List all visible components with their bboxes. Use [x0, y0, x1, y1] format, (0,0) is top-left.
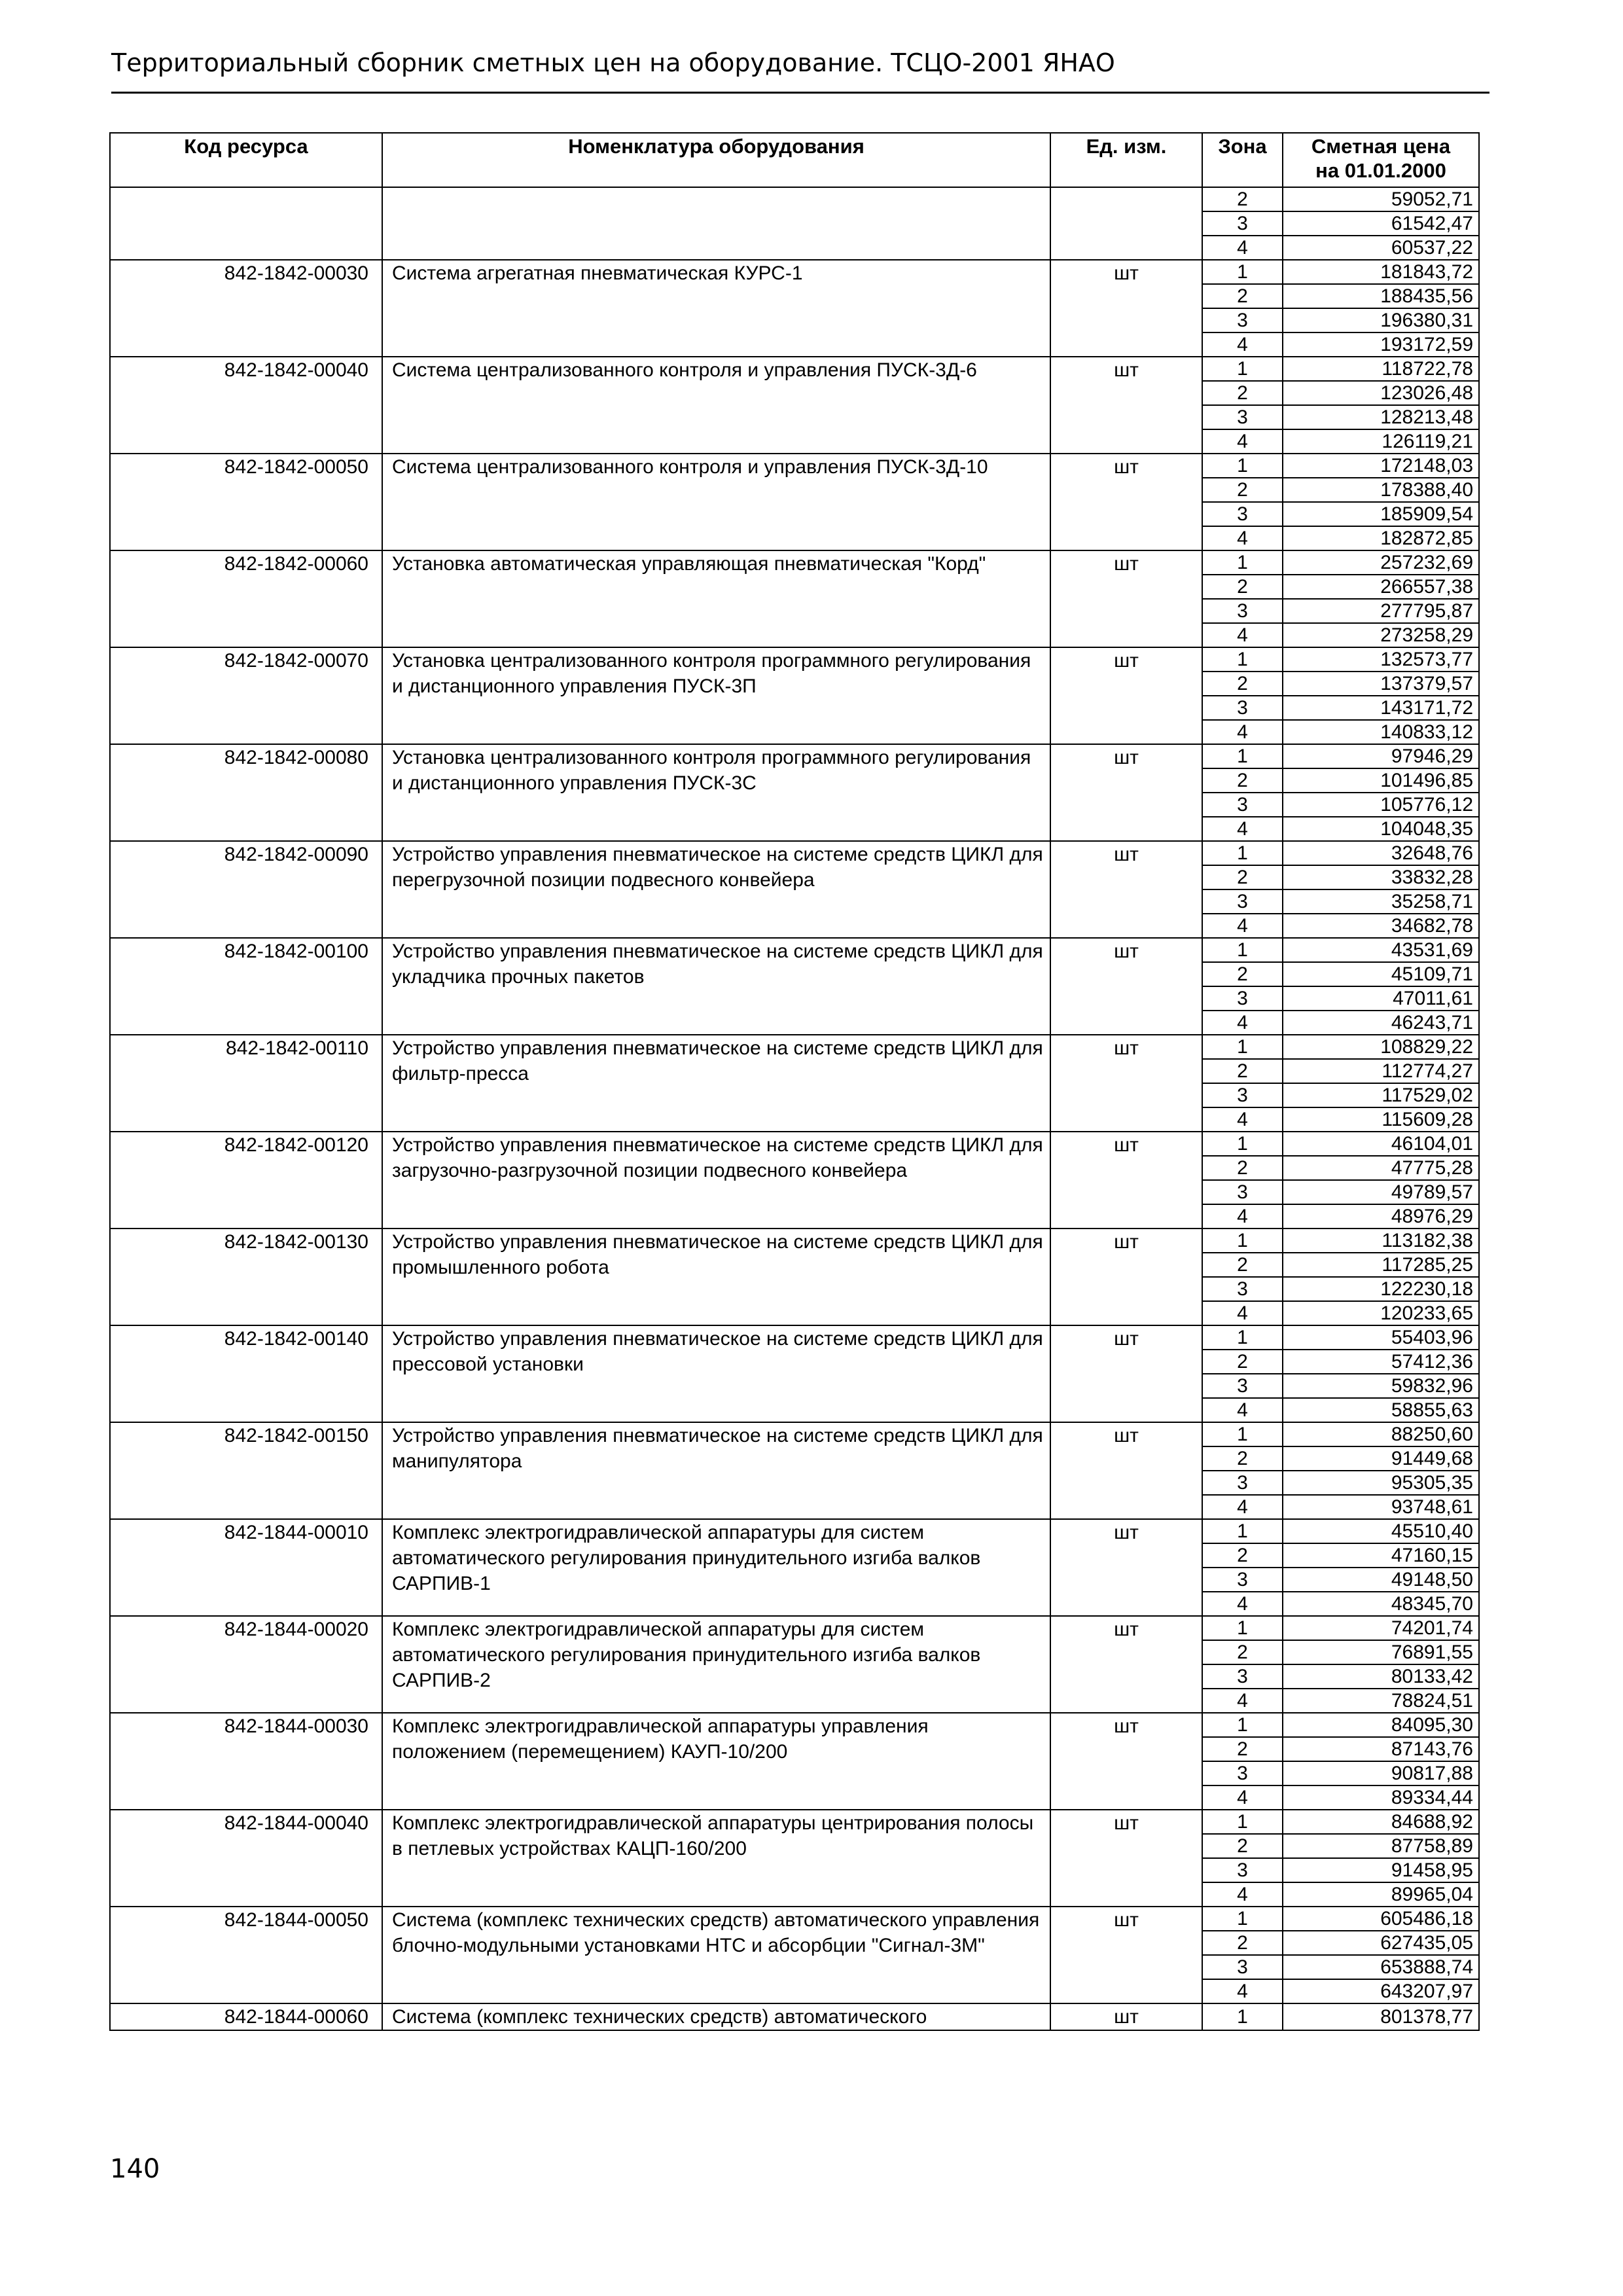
price-cell: 45109,71: [1283, 962, 1479, 986]
price-cell: 196380,31: [1283, 308, 1479, 332]
zone-cell: 2: [1202, 1834, 1283, 1858]
zone-cell: 2: [1202, 1156, 1283, 1180]
price-cell: 33832,28: [1283, 865, 1479, 889]
zone-cell: 4: [1202, 236, 1283, 260]
zone-cell: 4: [1202, 1592, 1283, 1616]
zone-cell: 3: [1202, 1664, 1283, 1689]
zone-cell: 1: [1202, 1713, 1283, 1737]
zone-cell: 2: [1202, 1059, 1283, 1083]
page-header-title: Территориальный сборник сметных цен на оборудование. ТСЦО-2001 ЯНАО: [111, 48, 1115, 77]
table-row: [110, 1713, 1479, 1737]
equipment-name-cell: Устройство управления пневматическое на системе средств ЦИКЛ для укладчика прочных пакетов: [382, 938, 1050, 1035]
price-cell: 132573,77: [1283, 647, 1479, 672]
table-row: [110, 260, 1479, 284]
price-cell: 47775,28: [1283, 1156, 1479, 1180]
table-row: [110, 2003, 1479, 2030]
price-cell: 84095,30: [1283, 1713, 1479, 1737]
unit-cell: шт: [1050, 1713, 1202, 1810]
equipment-name-cell: Устройство управления пневматическое на системе средств ЦИКЛ для фильтр-пресса: [382, 1035, 1050, 1132]
zone-cell: 1: [1202, 1907, 1283, 1931]
resource-code-cell: 842-1842-00090: [110, 841, 382, 938]
unit-cell: шт: [1050, 1132, 1202, 1229]
unit-cell: шт: [1050, 744, 1202, 841]
zone-cell: 1: [1202, 1810, 1283, 1834]
price-cell: 59832,96: [1283, 1374, 1479, 1398]
zone-cell: 2: [1202, 1931, 1283, 1955]
zone-cell: 2: [1202, 381, 1283, 405]
table-row: [110, 1907, 1479, 1931]
price-cell: 58855,63: [1283, 1398, 1479, 1422]
zone-cell: 1: [1202, 1229, 1283, 1253]
price-cell: 88250,60: [1283, 1422, 1479, 1446]
page-number: 140: [110, 2154, 160, 2184]
equipment-name-cell: Система (комплекс технических средств) автоматического: [382, 2003, 1050, 2030]
price-cell: 113182,38: [1283, 1229, 1479, 1253]
price-cell: 74201,74: [1283, 1616, 1479, 1640]
price-cell: 80133,42: [1283, 1664, 1479, 1689]
column-header-price-line2: на 01.01.2000: [1315, 159, 1446, 182]
price-cell: 47160,15: [1283, 1543, 1479, 1568]
zone-cell: 4: [1202, 1107, 1283, 1132]
table-row: [110, 1229, 1479, 1253]
table-row: [110, 550, 1479, 575]
price-cell: 117529,02: [1283, 1083, 1479, 1107]
zone-cell: 1: [1202, 357, 1283, 381]
price-cell: 84688,92: [1283, 1810, 1479, 1834]
zone-cell: 4: [1202, 817, 1283, 841]
price-cell: 117285,25: [1283, 1253, 1479, 1277]
zone-cell: 4: [1202, 1979, 1283, 2003]
unit-cell: шт: [1050, 841, 1202, 938]
price-cell: 143171,72: [1283, 696, 1479, 720]
price-cell: 32648,76: [1283, 841, 1479, 865]
zone-cell: 2: [1202, 1253, 1283, 1277]
zone-cell: 1: [1202, 1519, 1283, 1543]
equipment-name-cell: Устройство управления пневматическое на системе средств ЦИКЛ для прессовой установки: [382, 1325, 1050, 1422]
unit-cell: шт: [1050, 550, 1202, 647]
price-cell: 266557,38: [1283, 575, 1479, 599]
zone-cell: 3: [1202, 986, 1283, 1011]
resource-code-cell: [110, 187, 382, 260]
equipment-name-cell: Устройство управления пневматическое на системе средств ЦИКЛ для перегрузочной позиции подвесного конвейера: [382, 841, 1050, 938]
price-cell: 45510,40: [1283, 1519, 1479, 1543]
table-body: [110, 187, 1479, 2030]
table-header-row: [110, 133, 1479, 187]
zone-cell: 4: [1202, 332, 1283, 357]
unit-cell: шт: [1050, 647, 1202, 744]
column-header-unit: Ед. изм.: [1050, 133, 1202, 187]
zone-cell: 4: [1202, 914, 1283, 938]
price-cell: 126119,21: [1283, 429, 1479, 454]
price-cell: 76891,55: [1283, 1640, 1479, 1664]
zone-cell: 1: [1202, 550, 1283, 575]
price-cell: 55403,96: [1283, 1325, 1479, 1350]
price-cell: 61542,47: [1283, 211, 1479, 236]
price-cell: 89965,04: [1283, 1882, 1479, 1907]
zone-cell: 2: [1202, 1737, 1283, 1761]
zone-cell: 2: [1202, 768, 1283, 793]
price-cell: 653888,74: [1283, 1955, 1479, 1979]
zone-cell: 4: [1202, 1301, 1283, 1325]
resource-code-cell: 842-1842-00060: [110, 550, 382, 647]
resource-code-cell: 842-1842-00150: [110, 1422, 382, 1519]
price-cell: 277795,87: [1283, 599, 1479, 623]
equipment-name-cell: Установка централизованного контроля программного регулирования и дистанционного управления ПУСК-3С: [382, 744, 1050, 841]
zone-cell: 2: [1202, 478, 1283, 502]
zone-cell: 4: [1202, 1689, 1283, 1713]
price-cell: 605486,18: [1283, 1907, 1479, 1931]
zone-cell: 4: [1202, 526, 1283, 550]
zone-cell: 2: [1202, 672, 1283, 696]
zone-cell: 3: [1202, 1568, 1283, 1592]
zone-cell: 3: [1202, 1180, 1283, 1204]
column-header-price: [1283, 133, 1479, 187]
price-cell: 643207,97: [1283, 1979, 1479, 2003]
price-cell: 91458,95: [1283, 1858, 1479, 1882]
resource-code-cell: 842-1842-00050: [110, 454, 382, 550]
price-cell: 188435,56: [1283, 284, 1479, 308]
table-row: [110, 1616, 1479, 1640]
table-row: [110, 1810, 1479, 1834]
price-cell: 47011,61: [1283, 986, 1479, 1011]
resource-code-cell: 842-1842-00080: [110, 744, 382, 841]
zone-cell: 3: [1202, 599, 1283, 623]
resource-code-cell: 842-1842-00100: [110, 938, 382, 1035]
column-header-zone: Зона: [1202, 133, 1283, 187]
resource-code-cell: 842-1844-00050: [110, 1907, 382, 2003]
zone-cell: 1: [1202, 260, 1283, 284]
unit-cell: шт: [1050, 357, 1202, 454]
price-cell: 60537,22: [1283, 236, 1479, 260]
zone-cell: 3: [1202, 696, 1283, 720]
price-cell: 101496,85: [1283, 768, 1479, 793]
price-cell: 181843,72: [1283, 260, 1479, 284]
resource-code-cell: 842-1842-00110: [110, 1035, 382, 1132]
equipment-name-cell: Система централизованного контроля и управления ПУСК-3Д-10: [382, 454, 1050, 550]
unit-cell: шт: [1050, 260, 1202, 357]
zone-cell: 4: [1202, 1011, 1283, 1035]
price-cell: 108829,22: [1283, 1035, 1479, 1059]
price-cell: 34682,78: [1283, 914, 1479, 938]
equipment-name-cell: Установка автоматическая управляющая пневматическая "Корд": [382, 550, 1050, 647]
equipment-name-cell: Комплекс электрогидравлической аппаратуры для систем автоматического регулирования принудительного изгиба валков САРПИВ-2: [382, 1616, 1050, 1713]
price-cell: 49789,57: [1283, 1180, 1479, 1204]
resource-code-cell: 842-1844-00060: [110, 2003, 382, 2030]
unit-cell: шт: [1050, 1519, 1202, 1616]
zone-cell: 1: [1202, 1325, 1283, 1350]
zone-cell: 3: [1202, 793, 1283, 817]
equipment-name-cell: Установка централизованного контроля программного регулирования и дистанционного управления ПУСК-3П: [382, 647, 1050, 744]
price-cell: 90817,88: [1283, 1761, 1479, 1785]
zone-cell: 3: [1202, 1374, 1283, 1398]
table-row: [110, 1422, 1479, 1446]
resource-code-cell: 842-1842-00030: [110, 260, 382, 357]
equipment-name-cell: Система (комплекс технических средств) автоматического управления блочно-модульными установками НТС и абсорбции "Сигнал-3М": [382, 1907, 1050, 2003]
table-row: [110, 1132, 1479, 1156]
resource-code-cell: 842-1844-00030: [110, 1713, 382, 1810]
equipment-name-cell: Система агрегатная пневматическая КУРС-1: [382, 260, 1050, 357]
zone-cell: 2: [1202, 284, 1283, 308]
zone-cell: 2: [1202, 1640, 1283, 1664]
unit-cell: [1050, 187, 1202, 260]
table-row: [110, 1035, 1479, 1059]
header-divider: [111, 92, 1489, 94]
table-row: [110, 1325, 1479, 1350]
price-cell: 185909,54: [1283, 502, 1479, 526]
unit-cell: шт: [1050, 1422, 1202, 1519]
equipment-name-cell: Устройство управления пневматическое на системе средств ЦИКЛ для промышленного робота: [382, 1229, 1050, 1325]
zone-cell: 1: [1202, 1422, 1283, 1446]
table-row: [110, 454, 1479, 478]
unit-cell: шт: [1050, 1810, 1202, 1907]
price-cell: 120233,65: [1283, 1301, 1479, 1325]
unit-cell: шт: [1050, 1616, 1202, 1713]
equipment-name-cell: Комплекс электрогидравлической аппаратуры для систем автоматического регулирования принудительного изгиба валков САРПИВ-1: [382, 1519, 1050, 1616]
price-cell: 46104,01: [1283, 1132, 1479, 1156]
price-cell: 273258,29: [1283, 623, 1479, 647]
unit-cell: шт: [1050, 454, 1202, 550]
unit-cell: шт: [1050, 1325, 1202, 1422]
resource-code-cell: 842-1844-00040: [110, 1810, 382, 1907]
zone-cell: 3: [1202, 1761, 1283, 1785]
price-cell: 104048,35: [1283, 817, 1479, 841]
price-cell: 97946,29: [1283, 744, 1479, 768]
unit-cell: шт: [1050, 1907, 1202, 2003]
zone-cell: 2: [1202, 1446, 1283, 1471]
zone-cell: 2: [1202, 1543, 1283, 1568]
price-cell: 95305,35: [1283, 1471, 1479, 1495]
price-cell: 43531,69: [1283, 938, 1479, 962]
zone-cell: 4: [1202, 623, 1283, 647]
unit-cell: шт: [1050, 2003, 1202, 2030]
price-cell: 257232,69: [1283, 550, 1479, 575]
price-cell: 87758,89: [1283, 1834, 1479, 1858]
price-cell: 89334,44: [1283, 1785, 1479, 1810]
price-cell: 118722,78: [1283, 357, 1479, 381]
zone-cell: 3: [1202, 1083, 1283, 1107]
resource-code-cell: 842-1844-00020: [110, 1616, 382, 1713]
column-header-code: Код ресурса: [110, 133, 382, 187]
zone-cell: 3: [1202, 211, 1283, 236]
resource-code-cell: 842-1844-00010: [110, 1519, 382, 1616]
price-cell: 48976,29: [1283, 1204, 1479, 1229]
table-row: [110, 841, 1479, 865]
unit-cell: шт: [1050, 1229, 1202, 1325]
table-row: [110, 744, 1479, 768]
zone-cell: 3: [1202, 308, 1283, 332]
price-cell: 91449,68: [1283, 1446, 1479, 1471]
zone-cell: 3: [1202, 405, 1283, 429]
zone-cell: 4: [1202, 1785, 1283, 1810]
zone-cell: 2: [1202, 575, 1283, 599]
table-row: [110, 357, 1479, 381]
price-cell: 115609,28: [1283, 1107, 1479, 1132]
price-cell: 112774,27: [1283, 1059, 1479, 1083]
zone-cell: 1: [1202, 647, 1283, 672]
price-cell: 59052,71: [1283, 187, 1479, 211]
equipment-name-cell: [382, 187, 1050, 260]
price-cell: 78824,51: [1283, 1689, 1479, 1713]
zone-cell: 4: [1202, 429, 1283, 454]
zone-cell: 4: [1202, 1495, 1283, 1519]
price-cell: 105776,12: [1283, 793, 1479, 817]
resource-code-cell: 842-1842-00140: [110, 1325, 382, 1422]
equipment-name-cell: Устройство управления пневматическое на системе средств ЦИКЛ для загрузочно-разгрузочной позиции подвесного конвейера: [382, 1132, 1050, 1229]
table-header: [110, 133, 1479, 187]
column-header-name: Номенклатура оборудования: [382, 133, 1050, 187]
price-cell: 57412,36: [1283, 1350, 1479, 1374]
zone-cell: 1: [1202, 1616, 1283, 1640]
price-cell: 48345,70: [1283, 1592, 1479, 1616]
zone-cell: 1: [1202, 841, 1283, 865]
zone-cell: 1: [1202, 2003, 1283, 2030]
zone-cell: 2: [1202, 962, 1283, 986]
resource-code-cell: 842-1842-00040: [110, 357, 382, 454]
zone-cell: 4: [1202, 720, 1283, 744]
zone-cell: 4: [1202, 1882, 1283, 1907]
price-cell: 172148,03: [1283, 454, 1479, 478]
table-row: [110, 187, 1479, 211]
price-cell: 35258,71: [1283, 889, 1479, 914]
zone-cell: 1: [1202, 1132, 1283, 1156]
price-cell: 93748,61: [1283, 1495, 1479, 1519]
equipment-name-cell: Система централизованного контроля и управления ПУСК-3Д-6: [382, 357, 1050, 454]
price-cell: 87143,76: [1283, 1737, 1479, 1761]
zone-cell: 1: [1202, 1035, 1283, 1059]
unit-cell: шт: [1050, 1035, 1202, 1132]
resource-code-cell: 842-1842-00070: [110, 647, 382, 744]
column-header-price-line1: Сметная цена: [1311, 135, 1451, 158]
price-cell: 123026,48: [1283, 381, 1479, 405]
zone-cell: 3: [1202, 1277, 1283, 1301]
zone-cell: 2: [1202, 865, 1283, 889]
price-cell: 137379,57: [1283, 672, 1479, 696]
zone-cell: 4: [1202, 1204, 1283, 1229]
equipment-name-cell: Комплекс электрогидравлической аппаратуры управления положением (перемещением) КАУП-10/200: [382, 1713, 1050, 1810]
price-cell: 801378,77: [1283, 2003, 1479, 2030]
table-row: [110, 1519, 1479, 1543]
zone-cell: 1: [1202, 454, 1283, 478]
zone-cell: 2: [1202, 187, 1283, 211]
table-row: [110, 647, 1479, 672]
price-cell: 178388,40: [1283, 478, 1479, 502]
resource-code-cell: 842-1842-00120: [110, 1132, 382, 1229]
unit-cell: шт: [1050, 938, 1202, 1035]
zone-cell: 2: [1202, 1350, 1283, 1374]
resource-code-cell: 842-1842-00130: [110, 1229, 382, 1325]
price-cell: 128213,48: [1283, 405, 1479, 429]
zone-cell: 1: [1202, 744, 1283, 768]
price-cell: 627435,05: [1283, 1931, 1479, 1955]
zone-cell: 1: [1202, 938, 1283, 962]
zone-cell: 3: [1202, 1955, 1283, 1979]
zone-cell: 3: [1202, 1858, 1283, 1882]
price-cell: 46243,71: [1283, 1011, 1479, 1035]
zone-cell: 3: [1202, 889, 1283, 914]
zone-cell: 3: [1202, 502, 1283, 526]
price-cell: 193172,59: [1283, 332, 1479, 357]
zone-cell: 3: [1202, 1471, 1283, 1495]
price-cell: 140833,12: [1283, 720, 1479, 744]
equipment-name-cell: Устройство управления пневматическое на системе средств ЦИКЛ для манипулятора: [382, 1422, 1050, 1519]
equipment-name-cell: Комплекс электрогидравлической аппаратуры центрирования полосы в петлевых устройствах КАЦП-160/200: [382, 1810, 1050, 1907]
price-cell: 49148,50: [1283, 1568, 1479, 1592]
price-cell: 182872,85: [1283, 526, 1479, 550]
zone-cell: 4: [1202, 1398, 1283, 1422]
price-cell: 122230,18: [1283, 1277, 1479, 1301]
equipment-price-table: [109, 132, 1480, 2031]
table-row: [110, 938, 1479, 962]
